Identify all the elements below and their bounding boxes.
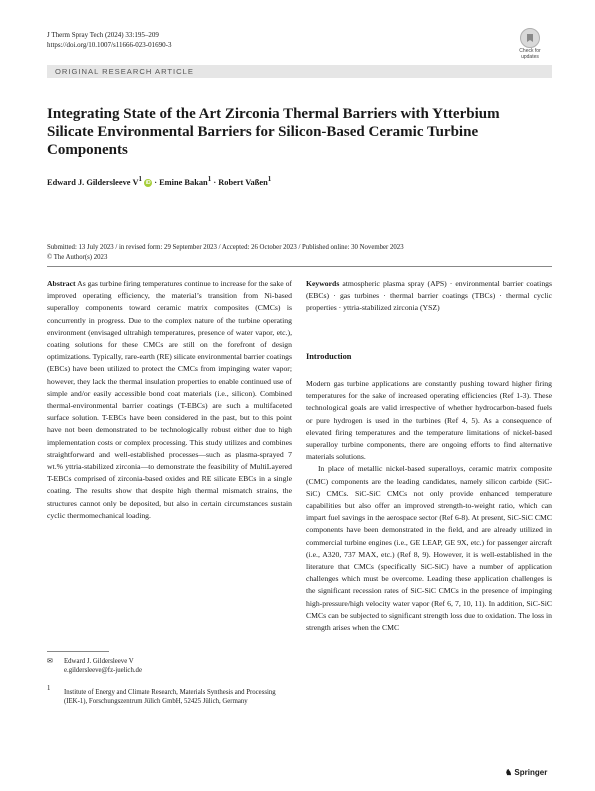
orcid-icon[interactable]: iD	[145, 179, 151, 186]
journal-citation: J Therm Spray Tech (2024) 33:195–209	[47, 31, 159, 39]
contact-name: Edward J. Gildersleeve V	[64, 658, 134, 665]
contact-email[interactable]: e.gildersleeve@fz-juelich.de	[64, 667, 142, 675]
article-type-banner	[47, 65, 552, 78]
author-affiliation: 1	[138, 175, 142, 183]
author-name[interactable]: Emine Bakan	[159, 177, 208, 187]
doi-link[interactable]: https://doi.org/10.1007/s11666-023-01690-3	[47, 41, 172, 49]
author-name[interactable]: Edward J. Gildersleeve V	[47, 177, 139, 187]
corresponding-author	[64, 657, 292, 675]
keywords	[306, 278, 552, 315]
article-title: Integrating State of the Art Zirconia Thermal Barriers with Ytterbium Silicate Environmental Barriers for Silicon-Based Ceramic Turbine Components	[47, 106, 500, 158]
author-name[interactable]: Robert Vaßen	[218, 177, 268, 187]
author-affiliation: 1	[207, 175, 212, 183]
paragraph: Modern gas turbine applications are constantly pushing toward higher firing temperatures for the sake of increased operating efficiencies (Ref 1-3). These technological goals are valid irrespective of whether hydrocarbon-based fuels or pure hydrogen is used in the turbines (Ref 4, 5). As a consequence of elevated firing temperatures and the temperature limitations of nickel-based superalloy turbine components, there are ongoing efforts to find alternative materials solutions.	[306, 379, 552, 462]
divider	[47, 266, 552, 267]
springer-horse-icon: ♞	[505, 768, 513, 777]
footnote-divider	[47, 651, 109, 652]
article-type: ORIGINAL RESEARCH ARTICLE	[55, 67, 194, 76]
abstract-text: As gas turbine firing temperatures continue to increase for the sake of improved operating efficiency, the material’s transition from Ni-based superalloy components toward ceramic matrix composites (CMCs) is concurrently in progress. Due to the complex nature of the turbine operating environment (envisaged ultrahigh temperatures, presence of water vapor, etc.), coating solutions for these CMCs are still on the forefront of design optimizations. Typically, rare-earth (RE) silicate environmental barrier coatings (EBCs) have been utilized to protect the CMCs from impinging water vapor; however, they lack the thermal insulation properties to enable continued use of simple and/or easily accessible bond coat materials (i.e., silicon). Combined thermal-environmental barrier coatings (T-EBCs) are such a multifaceted surface solution. T-EBCs have been considered in the past, but to this point have not been demonstrated to be technologically robust either due to high implementation costs or complex processing. This study utilizes and combines straightforward and well-established processes—such as plasma-sprayed 7 wt.% yttria-stabilized zirconia—to demonstrate the feasibility of MultiLayered T-EBCs comprised of zirconia-based oxides and RE silicate EBCs in a single coating. The results show that despite high thermal mismatch strains, the structures cannot only be deposited, but also in certain circumstances sustain cyclic thermomechanical loading.	[47, 279, 292, 520]
badge-label: Check for updates	[519, 48, 541, 60]
affiliation-number: 1	[47, 685, 51, 692]
affiliation-text: Institute of Energy and Climate Research, Materials Synthesis and Processing (IEK-1), Forschungszentrum Jülich GmbH, 52425 Jülich, Germany	[64, 689, 276, 706]
publisher-name: Springer	[514, 768, 548, 777]
check-for-updates-badge[interactable]	[511, 28, 549, 62]
keywords-text: atmospheric plasma spray (APS) · environmental barrier coatings (EBCs) · gas turbines · thermal barrier coatings (TBCs) · thermal cyclic properties · yttria-stabilized zirconia (YSZ)	[306, 279, 553, 313]
publication-dates	[47, 243, 404, 263]
introduction-body	[306, 378, 552, 634]
publisher-logo	[505, 768, 547, 777]
abstract	[47, 278, 292, 522]
paragraph: In place of metallic nickel-based superalloys, ceramic matrix composite (CMC) components are the leading candidates, namely silicon carbide (SiC-SiC) CMCs. SiC-SiC CMCs not only provide enhanced temperature capabilities but also offer an improved strength-to-weight ratio, which can impart fuel savings in the aerospace sector (Ref 6-8). At present, SiC-SiC CMC components have been demonstrated in the field, and are already utilized in commercial turbine engines (i.e., GE LEAP, GE 9X, etc.) for passenger aircraft (i.e., A320, 737 MAX, etc.) (Ref 8, 9). However, it is well-established in the literature that CMCs (specifically SiC-SiC) have a number of application challenges which must be overcome. Leading these application challenges is the significant recession rates of SiC-SiC CMCs in the presence of impinging high-pressure/high velocity water vapor (Ref 6, 7, 10, 11). In addition, SiC-SiC CMCs can be subjected to significant strength loss due to oxidation. The loss in strength arises when the CMC	[306, 464, 552, 633]
journal-header	[47, 30, 171, 50]
author-list	[47, 175, 271, 187]
keywords-label: Keywords	[306, 279, 340, 288]
abstract-label: Abstract	[47, 279, 76, 288]
bookmark-icon	[520, 28, 540, 48]
author-separator: ·	[211, 177, 219, 187]
copyright: © The Author(s) 2023	[47, 254, 108, 261]
history-dates: Submitted: 13 July 2023 / in revised form: 29 September 2023 / Accepted: 26 October 2023 / Published online: 30 November 2023	[47, 244, 404, 251]
author-separator: ·	[152, 177, 160, 187]
author-affiliation: 1	[267, 175, 272, 183]
section-heading-introduction: Introduction	[306, 352, 352, 361]
envelope-icon: ✉	[47, 658, 53, 665]
